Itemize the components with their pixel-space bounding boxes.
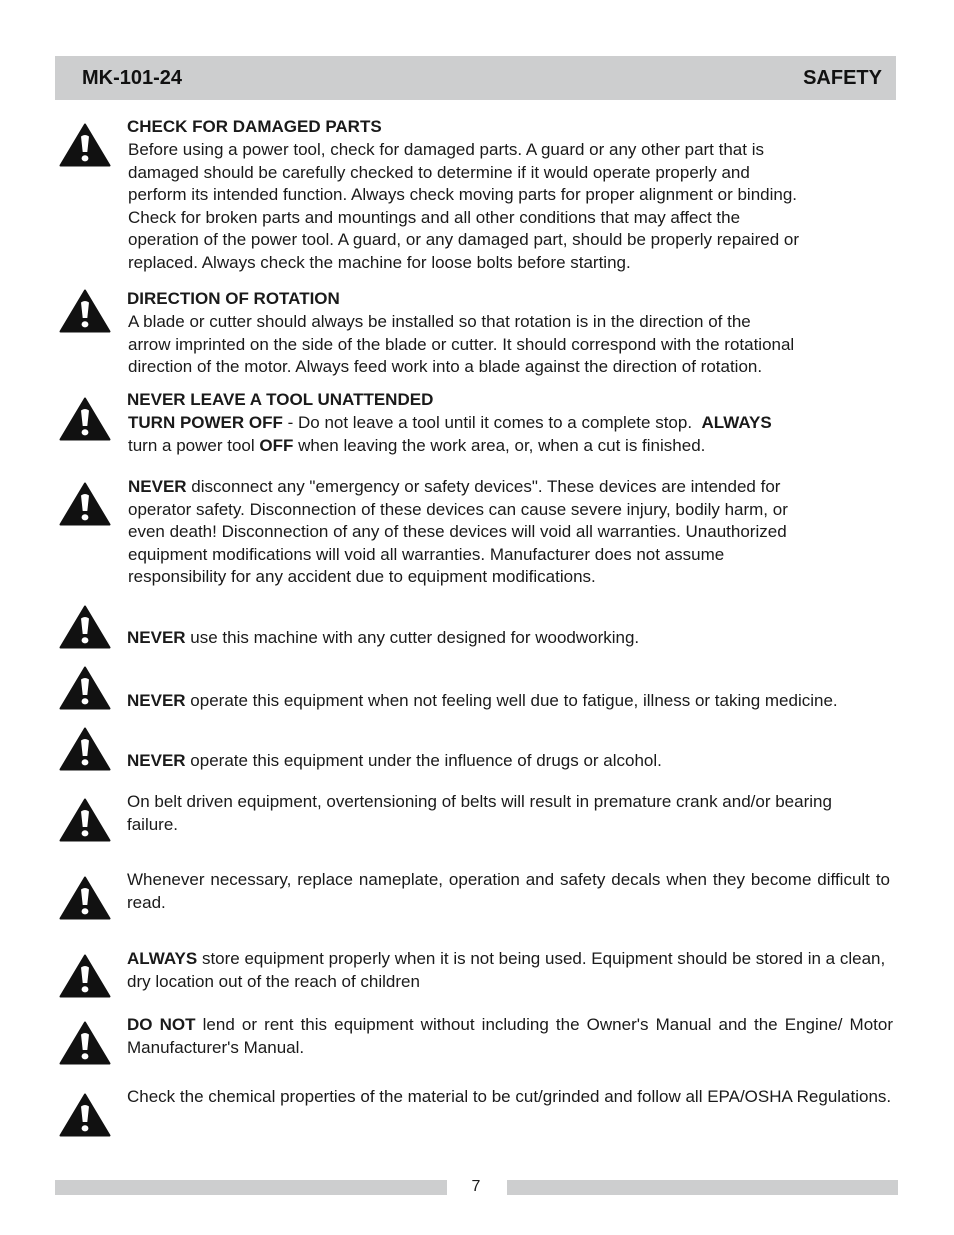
emphasis: NEVER — [127, 691, 186, 710]
text-span: operate this equipment when not feeling well due to fatigue, illness or taking medicine. — [185, 691, 838, 710]
text-line: equipment modifications will void all warranties. Manufacturer does not assume — [128, 544, 725, 564]
emphasis: NEVER — [128, 477, 187, 496]
warning-icon — [59, 123, 111, 167]
text-line: failure. — [127, 814, 179, 834]
section-text — [127, 791, 897, 836]
warning-icon — [59, 482, 111, 526]
section-text: Check the chemical properties of the material to be cut/grinded and follow all EPA/OSHA Regulations. — [127, 1087, 892, 1106]
text-span: disconnect any "emergency or safety devices". These devices are intended for — [186, 477, 781, 496]
text-line: A blade or cutter should always be installed so that rotation is in the direction of the — [128, 312, 751, 331]
section-text: Whenever necessary, replace nameplate, operation and safety decals when they become difficult to read. — [127, 870, 890, 912]
text-line: operator safety. Disconnection of these devices can cause severe injury, bodily harm, or — [128, 499, 788, 519]
text-line: operation of the power tool. A guard, or any damaged part, should be properly repaired or — [128, 230, 799, 249]
section-text — [127, 311, 897, 379]
emphasis: OFF — [259, 435, 294, 455]
text-line — [128, 412, 897, 435]
damaged-parts-section — [127, 116, 897, 274]
text-line: arrow imprinted on the side of the blade or cutter. It should correspond with the rotational — [128, 334, 795, 354]
warning-icon — [59, 397, 111, 441]
warning-icon — [59, 727, 111, 771]
warning-icon — [59, 289, 111, 333]
text-line: damaged should be carefully checked to determine if it would operate properly and — [128, 162, 750, 182]
fatigue-section — [127, 690, 927, 713]
text-line: perform its intended function. Always check moving parts for proper alignment or binding. — [128, 185, 798, 204]
section-heading: CHECK FOR DAMAGED PARTS — [127, 117, 382, 136]
page-number: 7 — [471, 1178, 481, 1195]
section-text — [127, 1014, 893, 1059]
footer-bar-left — [55, 1180, 447, 1195]
text-span: turn a power tool — [128, 435, 260, 455]
warning-icon — [59, 876, 111, 920]
warning-icon — [59, 666, 111, 710]
emphasis: NEVER — [127, 628, 186, 647]
model-number: MK-101-24 — [82, 66, 183, 89]
section-text — [127, 627, 927, 650]
section-text — [127, 139, 897, 274]
text-span: store equipment properly when it is not being used. Equipment should be stored in a clean, dry location out of the reach of children — [127, 949, 886, 991]
emphasis: TURN POWER OFF — [128, 413, 283, 432]
warning-icon — [59, 1021, 111, 1065]
text-span: - Do not leave a tool until it comes to a complete stop. — [282, 413, 702, 432]
text-line: Check for broken parts and mountings and all other conditions that may affect the — [128, 207, 741, 227]
lend-section — [127, 1014, 893, 1059]
section-text — [127, 948, 893, 993]
rotation-section — [127, 288, 897, 379]
text-line: Before using a power tool, check for damaged parts. A guard or any other part that is — [128, 140, 764, 159]
section-title: SAFETY — [803, 66, 882, 89]
warning-icon — [59, 798, 111, 842]
decals-section — [127, 869, 890, 914]
warning-icon — [59, 954, 111, 998]
text-span: operate this equipment under the influence of drugs or alcohol. — [185, 751, 662, 770]
emphasis: ALWAYS — [127, 949, 198, 968]
unattended-section — [127, 389, 897, 457]
text-line: replaced. Always check the machine for loose bolts before starting. — [128, 252, 631, 272]
chemical-section — [127, 1086, 893, 1109]
text-line: On belt driven equipment, overtensioning of belts will result in premature crank and/or bearing — [127, 792, 832, 811]
section-text — [127, 412, 897, 457]
emphasis: NEVER — [127, 751, 186, 770]
section-heading: DIRECTION OF ROTATION — [127, 289, 340, 308]
section-text — [128, 476, 898, 589]
drugs-section — [127, 750, 927, 773]
page-header — [55, 56, 896, 100]
section-text — [127, 750, 927, 773]
section-text — [127, 690, 927, 713]
text-span: when leaving the work area, or, when a cut is finished. — [293, 435, 706, 455]
text-line: even death! Disconnection of any of these devices will void all warranties. Unauthorized — [128, 522, 787, 541]
emphasis: ALWAYS — [701, 413, 772, 432]
text-line: direction of the motor. Always feed work into a blade against the direction of rotation. — [128, 357, 763, 376]
text-span: use this machine with any cutter designed for woodworking. — [185, 628, 640, 647]
warning-icon — [59, 605, 111, 649]
belts-section — [127, 791, 897, 836]
text-line: responsibility for any accident due to equipment modifications. — [128, 567, 596, 586]
text-span: lend or rent this equipment without including the Owner's Manual and the Engine/ Motor Manufacturer's Manual. — [127, 1015, 893, 1057]
warning-icon — [59, 1093, 111, 1137]
text-line — [128, 435, 897, 458]
disconnect-section — [128, 476, 898, 589]
woodworking-section — [127, 627, 927, 650]
footer-bar-right — [507, 1180, 898, 1195]
section-heading: NEVER LEAVE A TOOL UNATTENDED — [127, 390, 434, 409]
storage-section — [127, 948, 893, 993]
text-line — [128, 476, 898, 499]
emphasis: DO NOT — [127, 1015, 196, 1034]
